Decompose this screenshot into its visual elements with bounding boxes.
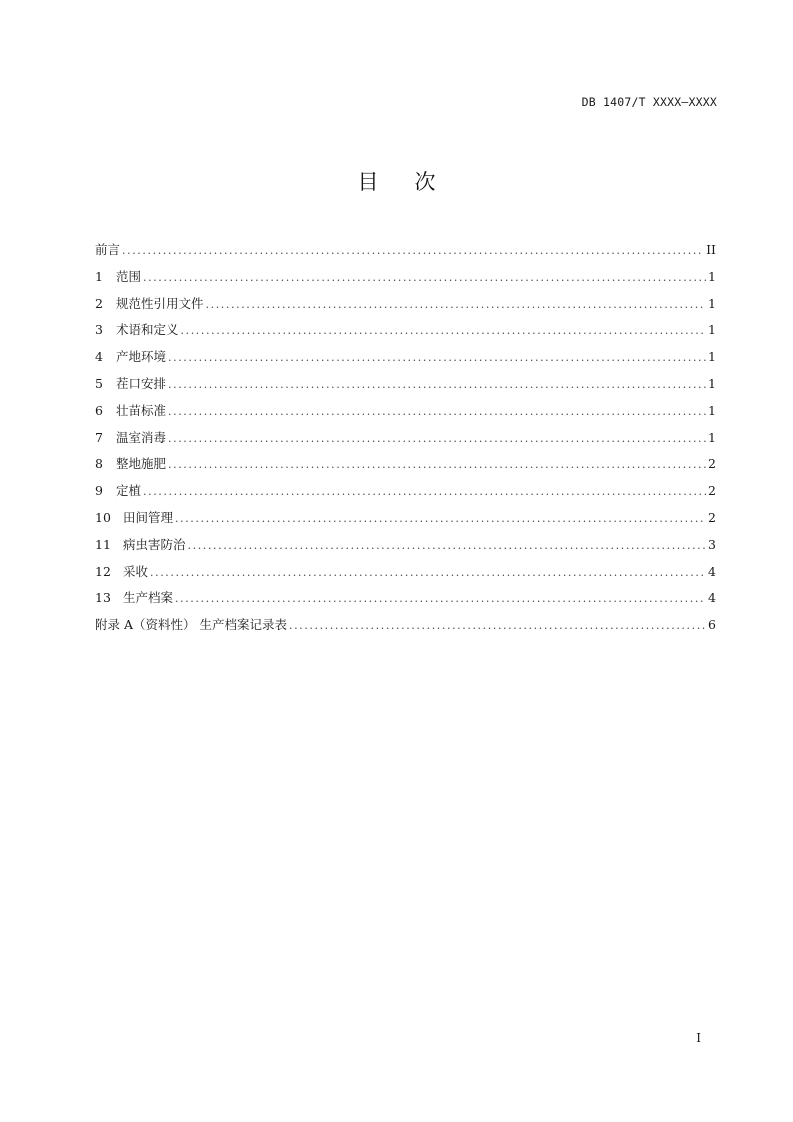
toc-entry-production-environment[interactable] [95, 347, 716, 374]
toc-title [0, 166, 793, 196]
toc-entry-label: 前言 [95, 242, 121, 257]
toc-entry-label: 采收 [123, 563, 149, 579]
table-of-contents [95, 240, 716, 642]
toc-leader-dots [175, 589, 706, 609]
toc-leader-dots [143, 482, 706, 502]
toc-leader-dots [168, 402, 706, 422]
toc-title-char-2: 次 [414, 170, 436, 194]
toc-entry-label: 病虫害防治 [123, 536, 186, 552]
toc-entry-harvest[interactable] [95, 562, 716, 589]
toc-entry-page: 6 [708, 617, 716, 633]
toc-leader-dots [150, 563, 706, 583]
toc-entry-label: 产地环境 [116, 349, 167, 365]
toc-leader-dots [289, 616, 706, 636]
toc-entry-label: 术语和定义 [116, 322, 179, 338]
toc-entry-crop-rotation[interactable] [95, 374, 716, 401]
toc-leader-dots [168, 375, 706, 395]
toc-entry-scope[interactable] [95, 267, 716, 294]
toc-leader-dots [175, 509, 706, 529]
toc-entry-number: 1 [95, 268, 103, 284]
toc-entry-page: 1 [708, 349, 716, 365]
toc-entry-page: 4 [708, 590, 716, 606]
toc-entry-label: 定植 [116, 483, 142, 499]
toc-entry-label: 附录 A（资料性） 生产档案记录表 [95, 617, 287, 633]
toc-entry-number: 6 [95, 402, 103, 418]
toc-entry-page: 2 [708, 483, 716, 499]
toc-leader-dots [181, 321, 706, 341]
toc-entry-field-management[interactable] [95, 508, 716, 535]
toc-leader-dots [168, 348, 706, 368]
toc-entry-page: 2 [708, 456, 716, 472]
toc-entry-number: 4 [95, 349, 103, 365]
toc-entry-number: 3 [95, 322, 103, 338]
toc-title-char-1: 目 [357, 170, 379, 194]
toc-leader-dots [168, 429, 706, 449]
toc-entry-number: 9 [95, 483, 103, 499]
toc-entry-number: 10 [95, 509, 111, 525]
toc-entry-label: 壮苗标准 [116, 402, 167, 418]
toc-leader-dots [206, 295, 706, 315]
toc-entry-appendix-a[interactable] [95, 615, 716, 642]
page-number: I [696, 1031, 701, 1045]
toc-entry-label: 生产档案 [123, 590, 174, 606]
toc-entry-greenhouse-disinfection[interactable] [95, 428, 716, 455]
toc-entry-page: 1 [708, 322, 716, 338]
toc-entry-label: 温室消毒 [116, 429, 167, 445]
toc-entry-number: 12 [95, 563, 111, 579]
toc-entry-label: 田间管理 [123, 509, 174, 525]
toc-leader-dots [122, 241, 704, 261]
toc-entry-label: 规范性引用文件 [116, 295, 204, 311]
toc-leader-dots [188, 536, 706, 556]
toc-entry-page: 1 [708, 295, 716, 311]
toc-leader-dots [168, 455, 706, 475]
toc-entry-production-records[interactable] [95, 588, 716, 615]
toc-entry-foreword[interactable] [95, 240, 716, 267]
toc-entry-terms-definitions[interactable] [95, 320, 716, 347]
document-code: DB 1407/T XXXX—XXXX [581, 95, 717, 109]
toc-entry-number: 8 [95, 456, 103, 472]
toc-entry-normative-references[interactable] [95, 294, 716, 321]
toc-entry-page: 3 [708, 536, 716, 552]
toc-leader-dots [143, 268, 706, 288]
toc-entry-planting[interactable] [95, 481, 716, 508]
toc-entry-number: 2 [95, 295, 103, 311]
toc-entry-number: 11 [95, 536, 111, 552]
toc-entry-label: 整地施肥 [116, 456, 167, 472]
toc-entry-number: 5 [95, 375, 103, 391]
toc-entry-label: 茬口安排 [116, 375, 167, 391]
toc-entry-page: 1 [708, 268, 716, 284]
toc-entry-pest-control[interactable] [95, 535, 716, 562]
toc-entry-land-preparation[interactable] [95, 454, 716, 481]
toc-entry-page: 1 [708, 375, 716, 391]
toc-entry-page: 4 [708, 563, 716, 579]
toc-entry-number: 7 [95, 429, 103, 445]
toc-entry-page: 2 [708, 509, 716, 525]
toc-entry-label: 范围 [116, 268, 142, 284]
toc-entry-page: II [706, 242, 716, 257]
toc-entry-number: 13 [95, 590, 111, 606]
toc-entry-page: 1 [708, 429, 716, 445]
toc-entry-page: 1 [708, 402, 716, 418]
toc-entry-seedling-standard[interactable] [95, 401, 716, 428]
